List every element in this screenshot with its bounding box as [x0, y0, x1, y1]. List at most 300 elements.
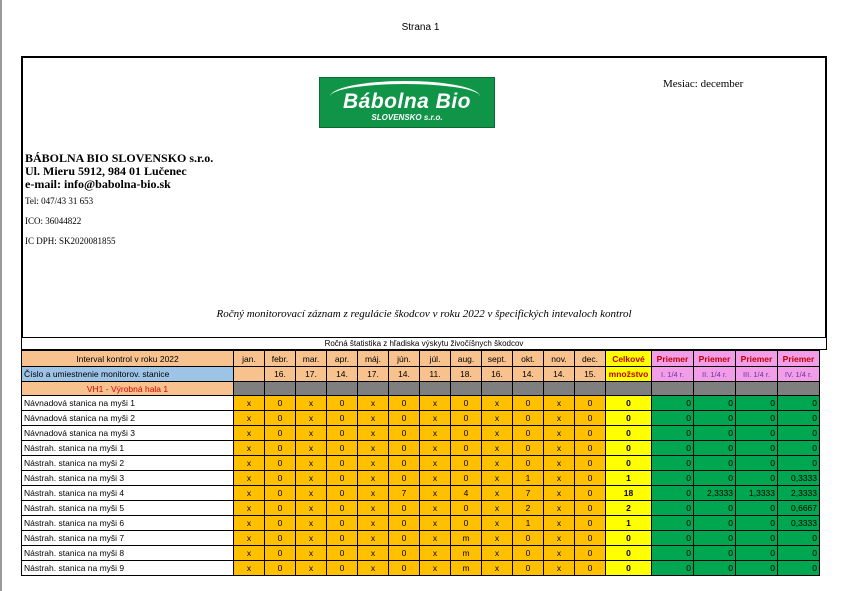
month-value-cell: 0: [451, 471, 482, 486]
month-value-cell: 0: [265, 441, 296, 456]
date-header: 14.: [513, 367, 544, 382]
quarter-average-cell: 0: [652, 546, 694, 561]
total-cell: 0: [606, 546, 652, 561]
month-value-cell: 7: [389, 486, 420, 501]
section-fill: [544, 382, 575, 396]
avg-header-bottom: III. 1/4 r.: [736, 367, 778, 382]
company-ico: ICO: 36044822: [25, 216, 82, 226]
date-header: 14.: [327, 367, 358, 382]
month-header: máj.: [358, 351, 389, 367]
quarter-average-cell: 0: [778, 411, 820, 426]
month-value-cell: 0: [389, 531, 420, 546]
month-value-cell: x: [420, 546, 451, 561]
month-value-cell: x: [358, 501, 389, 516]
month-value-cell: x: [358, 471, 389, 486]
total-cell: 0: [606, 456, 652, 471]
month-value-cell: 0: [451, 396, 482, 411]
month-value-cell: x: [296, 396, 327, 411]
month-value-cell: x: [482, 471, 513, 486]
month-value-cell: m: [451, 561, 482, 576]
section-fill: [652, 382, 694, 396]
month-value-cell: x: [296, 486, 327, 501]
month-value-cell: 0: [265, 411, 296, 426]
total-cell: 1: [606, 516, 652, 531]
month-value-cell: 0: [575, 456, 606, 471]
month-value-cell: x: [544, 486, 575, 501]
quarter-average-cell: 0: [652, 501, 694, 516]
month-value-cell: x: [234, 486, 265, 501]
month-value-cell: 0: [265, 456, 296, 471]
section-fill: [265, 382, 296, 396]
total-cell: 0: [606, 396, 652, 411]
month-value-cell: 0: [451, 441, 482, 456]
month-value-cell: x: [234, 471, 265, 486]
month-value-cell: x: [482, 411, 513, 426]
month-value-cell: 0: [327, 441, 358, 456]
logo-name: Bábolna Bio: [342, 90, 471, 113]
month-value-cell: 4: [451, 486, 482, 501]
quarter-average-cell: 0: [652, 486, 694, 501]
month-value-cell: x: [482, 561, 513, 576]
header-row-months: [22, 351, 820, 367]
interval-header: Interval kontrol v roku 2022: [22, 351, 234, 367]
company-info: [25, 152, 213, 247]
month-header: dec.: [575, 351, 606, 367]
quarter-average-cell: 0: [694, 426, 736, 441]
month-value-cell: 0: [575, 441, 606, 456]
month-value-cell: 0: [265, 426, 296, 441]
total-cell: 2: [606, 501, 652, 516]
month-value-cell: 0: [389, 426, 420, 441]
quarter-average-cell: 0: [778, 426, 820, 441]
quarter-average-cell: 0: [736, 396, 778, 411]
quarter-average-cell: 0: [736, 411, 778, 426]
month-value-cell: 0: [451, 501, 482, 516]
month-value-cell: 0: [327, 561, 358, 576]
section-fill: [420, 382, 451, 396]
date-header: 15.: [575, 367, 606, 382]
table-row: [22, 441, 820, 456]
month-value-cell: x: [358, 411, 389, 426]
month-value-cell: x: [234, 531, 265, 546]
avg-header-top: Priemer: [652, 351, 694, 367]
quarter-average-cell: 0: [778, 531, 820, 546]
month-value-cell: x: [544, 411, 575, 426]
month-value-cell: x: [544, 501, 575, 516]
statistics-table: [21, 350, 820, 576]
total-cell: 18: [606, 486, 652, 501]
section-label: VH1 - Výrobná hala 1: [22, 382, 234, 396]
station-header: Číslo a umiestnenie monitorov. stanice: [22, 367, 234, 382]
section-row: [22, 382, 820, 396]
station-label: Nástrah. stanica na myši 5: [22, 501, 234, 516]
month-value-cell: x: [420, 456, 451, 471]
quarter-average-cell: 0: [736, 561, 778, 576]
month-value-cell: 0: [265, 561, 296, 576]
month-header: apr.: [327, 351, 358, 367]
month-value-cell: x: [234, 396, 265, 411]
month-value-cell: 0: [389, 471, 420, 486]
quarter-average-cell: 0: [736, 426, 778, 441]
station-label: Nástrah. stanica na myši 9: [22, 561, 234, 576]
quarter-average-cell: 0: [652, 561, 694, 576]
month-value-cell: x: [358, 561, 389, 576]
month-value-cell: x: [358, 546, 389, 561]
month-value-cell: 0: [265, 471, 296, 486]
date-header: 14.: [544, 367, 575, 382]
quarter-average-cell: 0: [778, 441, 820, 456]
month-value-cell: 0: [513, 426, 544, 441]
station-label: Nástrah. stanica na myši 1: [22, 441, 234, 456]
month-value-cell: 2: [513, 501, 544, 516]
total-cell: 0: [606, 426, 652, 441]
month-value-cell: 0: [327, 471, 358, 486]
table-row: [22, 546, 820, 561]
quarter-average-cell: 0: [736, 501, 778, 516]
month-value-cell: x: [544, 516, 575, 531]
month-value-cell: x: [420, 441, 451, 456]
section-fill: [327, 382, 358, 396]
month-value-cell: 0: [575, 396, 606, 411]
quarter-average-cell: 0: [778, 396, 820, 411]
logo-subtitle: SLOVENSKO s.r.o.: [371, 113, 443, 122]
month-value-cell: x: [296, 426, 327, 441]
month-value-cell: x: [420, 516, 451, 531]
month-value-cell: 0: [265, 516, 296, 531]
quarter-average-cell: 0: [694, 531, 736, 546]
month-value-cell: 0: [265, 486, 296, 501]
month-value-cell: x: [296, 516, 327, 531]
month-value-cell: 0: [575, 546, 606, 561]
month-value-cell: 0: [327, 501, 358, 516]
month-value-cell: 0: [575, 531, 606, 546]
month-value-cell: x: [482, 546, 513, 561]
month-value-cell: x: [482, 456, 513, 471]
month-value-cell: 0: [451, 426, 482, 441]
station-label: Návnadová stanica na myši 3: [22, 426, 234, 441]
table-row: [22, 396, 820, 411]
stats-title: Ročná štatistika z hľadiska výskytu živočíšnych škodcov: [21, 337, 827, 350]
month-value-cell: x: [358, 531, 389, 546]
quarter-average-cell: 0: [694, 516, 736, 531]
month-header: febr.: [265, 351, 296, 367]
station-label: Návnadová stanica na myši 1: [22, 396, 234, 411]
month-value-cell: 0: [327, 456, 358, 471]
month-value-cell: x: [234, 561, 265, 576]
month-value-cell: 0: [389, 411, 420, 426]
month-value-cell: x: [482, 441, 513, 456]
section-fill: [296, 382, 327, 396]
month-value-cell: x: [544, 456, 575, 471]
quarter-average-cell: 0: [736, 546, 778, 561]
quarter-average-cell: 0: [652, 471, 694, 486]
month-value-cell: 0: [575, 426, 606, 441]
total-cell: 0: [606, 561, 652, 576]
quarter-average-cell: 0: [652, 456, 694, 471]
month-value-cell: x: [296, 501, 327, 516]
month-value-cell: x: [482, 486, 513, 501]
section-fill: [358, 382, 389, 396]
date-header: 11.: [420, 367, 451, 382]
month-value-cell: x: [420, 501, 451, 516]
quarter-average-cell: 0: [694, 561, 736, 576]
month-value-cell: x: [296, 411, 327, 426]
month-value-cell: x: [544, 426, 575, 441]
avg-header-top: Priemer: [736, 351, 778, 367]
month-value-cell: x: [296, 441, 327, 456]
month-value-cell: 0: [575, 561, 606, 576]
month-value-cell: 0: [265, 546, 296, 561]
date-header: 17.: [296, 367, 327, 382]
table-row: [22, 471, 820, 486]
total-cell: 0: [606, 411, 652, 426]
month-value-cell: 0: [575, 411, 606, 426]
section-fill: [736, 382, 778, 396]
month-value-cell: 0: [513, 441, 544, 456]
month-value-cell: x: [358, 456, 389, 471]
station-label: Nástrah. stanica na myši 8: [22, 546, 234, 561]
month-header: sept.: [482, 351, 513, 367]
quarter-average-cell: 0: [694, 411, 736, 426]
table-row: [22, 516, 820, 531]
date-header: [234, 367, 265, 382]
section-fill: [451, 382, 482, 396]
month-value-cell: 0: [513, 411, 544, 426]
quarter-average-cell: 0: [736, 471, 778, 486]
month-value-cell: 0: [327, 411, 358, 426]
month-value-cell: 1: [513, 471, 544, 486]
month-value-cell: 0: [389, 441, 420, 456]
company-email: e-mail: info@babolna-bio.sk: [25, 177, 171, 191]
section-fill: [694, 382, 736, 396]
month-value-cell: x: [296, 561, 327, 576]
company-icdph: IC DPH: SK2020081855: [25, 236, 116, 246]
quarter-average-cell: 0: [736, 456, 778, 471]
station-label: Nástrah. stanica na myši 2: [22, 456, 234, 471]
month-value-cell: 0: [389, 501, 420, 516]
section-fill: [575, 382, 606, 396]
month-value-cell: 0: [327, 486, 358, 501]
month-value-cell: 0: [389, 396, 420, 411]
month-value-cell: x: [296, 456, 327, 471]
quarter-average-cell: 0: [736, 516, 778, 531]
month-value-cell: 0: [513, 531, 544, 546]
month-value-cell: x: [358, 486, 389, 501]
month-value-cell: m: [451, 531, 482, 546]
month-value-cell: x: [482, 501, 513, 516]
month-value-cell: 0: [265, 501, 296, 516]
section-fill: [513, 382, 544, 396]
month-value-cell: 0: [451, 411, 482, 426]
table-row: [22, 531, 820, 546]
table-row: [22, 486, 820, 501]
month-value-cell: 0: [265, 531, 296, 546]
page-edge-rule: [0, 0, 2, 591]
month-header: nov.: [544, 351, 575, 367]
station-label: Nástrah. stanica na myši 3: [22, 471, 234, 486]
quarter-average-cell: 0: [736, 441, 778, 456]
month-value-cell: 0: [575, 516, 606, 531]
station-label: Nástrah. stanica na myši 7: [22, 531, 234, 546]
record-title: Ročný monitorovací záznam z regulácie škodcov v roku 2022 v špecifických intevaloch kontrol: [216, 308, 632, 320]
table-row: [22, 456, 820, 471]
month-value-cell: 0: [327, 531, 358, 546]
month-value-cell: x: [234, 426, 265, 441]
avg-header-top: Priemer: [694, 351, 736, 367]
month-value-cell: x: [234, 441, 265, 456]
quarter-average-cell: 0: [694, 471, 736, 486]
quarter-average-cell: 0,3333: [778, 471, 820, 486]
avg-header-bottom: IV. 1/4 r.: [778, 367, 820, 382]
avg-header-bottom: I. 1/4 r.: [652, 367, 694, 382]
month-value-cell: x: [358, 396, 389, 411]
month-value-cell: 0: [327, 396, 358, 411]
month-value-cell: x: [234, 546, 265, 561]
month-value-cell: 0: [327, 516, 358, 531]
month-value-cell: x: [482, 396, 513, 411]
quarter-average-cell: 0: [694, 456, 736, 471]
month-value-cell: x: [234, 411, 265, 426]
month-header: jún.: [389, 351, 420, 367]
quarter-average-cell: 0: [652, 396, 694, 411]
month-value-cell: 0: [327, 426, 358, 441]
month-value-cell: 0: [451, 456, 482, 471]
month-value-cell: x: [482, 516, 513, 531]
month-header: jan.: [234, 351, 265, 367]
month-value-cell: x: [482, 531, 513, 546]
quarter-average-cell: 0: [652, 531, 694, 546]
section-fill: [234, 382, 265, 396]
quarter-average-cell: 0: [652, 516, 694, 531]
month-value-cell: x: [420, 396, 451, 411]
month-header: okt.: [513, 351, 544, 367]
quarter-average-cell: 0: [694, 501, 736, 516]
month-value-cell: x: [234, 501, 265, 516]
month-header: júl.: [420, 351, 451, 367]
month-value-cell: 0: [513, 456, 544, 471]
month-value-cell: x: [358, 426, 389, 441]
avg-header-bottom: II. 1/4 r.: [694, 367, 736, 382]
date-header: 18.: [451, 367, 482, 382]
table-row: [22, 501, 820, 516]
quarter-average-cell: 0: [694, 396, 736, 411]
month-value-cell: 7: [513, 486, 544, 501]
month-value-cell: x: [420, 486, 451, 501]
quarter-average-cell: 0: [652, 426, 694, 441]
month-value-cell: x: [234, 456, 265, 471]
quarter-average-cell: 2,3333: [778, 486, 820, 501]
month-value-cell: x: [544, 561, 575, 576]
company-name: BÁBOLNA BIO SLOVENSKO s.r.o.: [25, 151, 214, 165]
month-value-cell: 0: [327, 546, 358, 561]
total-header-top: Celkové: [606, 351, 652, 367]
month-value-cell: 0: [575, 501, 606, 516]
month-value-cell: x: [358, 516, 389, 531]
header-row-dates: [22, 367, 820, 382]
section-fill: [482, 382, 513, 396]
total-cell: 1: [606, 471, 652, 486]
month-value-cell: 0: [389, 516, 420, 531]
month-value-cell: x: [544, 396, 575, 411]
date-header: 16.: [265, 367, 296, 382]
month-value-cell: x: [234, 516, 265, 531]
table-row: [22, 426, 820, 441]
quarter-average-cell: 0: [736, 531, 778, 546]
section-fill: [389, 382, 420, 396]
month-header: aug.: [451, 351, 482, 367]
month-value-cell: x: [544, 471, 575, 486]
date-header: 16.: [482, 367, 513, 382]
month-value-cell: 0: [265, 396, 296, 411]
month-value-cell: 0: [389, 561, 420, 576]
month-value-cell: x: [296, 531, 327, 546]
station-label: Návnadová stanica na myši 2: [22, 411, 234, 426]
month-value-cell: x: [420, 531, 451, 546]
month-value-cell: 0: [389, 546, 420, 561]
month-value-cell: 0: [513, 561, 544, 576]
month-value-cell: x: [296, 471, 327, 486]
station-label: Nástrah. stanica na myši 6: [22, 516, 234, 531]
month-value-cell: 1: [513, 516, 544, 531]
quarter-average-cell: 2,3333: [694, 486, 736, 501]
quarter-average-cell: 0: [652, 411, 694, 426]
section-fill: [778, 382, 820, 396]
month-value-cell: x: [544, 546, 575, 561]
table-row: [22, 561, 820, 576]
month-value-cell: x: [420, 426, 451, 441]
month-value-cell: x: [544, 531, 575, 546]
month-value-cell: 0: [451, 516, 482, 531]
month-value-cell: 0: [513, 396, 544, 411]
page-label: Strana 1: [401, 22, 440, 33]
month-value-cell: 0: [389, 456, 420, 471]
month-value-cell: x: [296, 546, 327, 561]
date-header: 17.: [358, 367, 389, 382]
section-fill: [606, 382, 652, 396]
quarter-average-cell: 0,6667: [778, 501, 820, 516]
month-value-cell: x: [482, 426, 513, 441]
company-address: Ul. Mieru 5912, 984 01 Lučenec: [25, 164, 187, 178]
quarter-average-cell: 0: [778, 456, 820, 471]
total-cell: 0: [606, 531, 652, 546]
quarter-average-cell: 0: [778, 561, 820, 576]
month-value-cell: x: [420, 471, 451, 486]
month-value-cell: x: [420, 561, 451, 576]
month-value-cell: x: [358, 441, 389, 456]
month-header: mar.: [296, 351, 327, 367]
quarter-average-cell: 0: [652, 441, 694, 456]
report-header-frame: [21, 56, 827, 339]
avg-header-top: Priemer: [778, 351, 820, 367]
month-value-cell: 0: [575, 486, 606, 501]
quarter-average-cell: 0,3333: [778, 516, 820, 531]
total-header-bottom: množstvo: [606, 367, 652, 382]
quarter-average-cell: 1,3333: [736, 486, 778, 501]
date-header: 14.: [389, 367, 420, 382]
total-cell: 0: [606, 441, 652, 456]
month-value-cell: 0: [575, 471, 606, 486]
quarter-average-cell: 0: [694, 546, 736, 561]
quarter-average-cell: 0: [778, 546, 820, 561]
quarter-average-cell: 0: [694, 441, 736, 456]
month-value-cell: x: [420, 411, 451, 426]
month-value-cell: x: [544, 441, 575, 456]
table-row: [22, 411, 820, 426]
month-label: Mesiac: december: [663, 78, 744, 90]
month-value-cell: 0: [513, 546, 544, 561]
month-value-cell: m: [451, 546, 482, 561]
company-tel: Tel: 047/43 31 653: [25, 196, 94, 206]
